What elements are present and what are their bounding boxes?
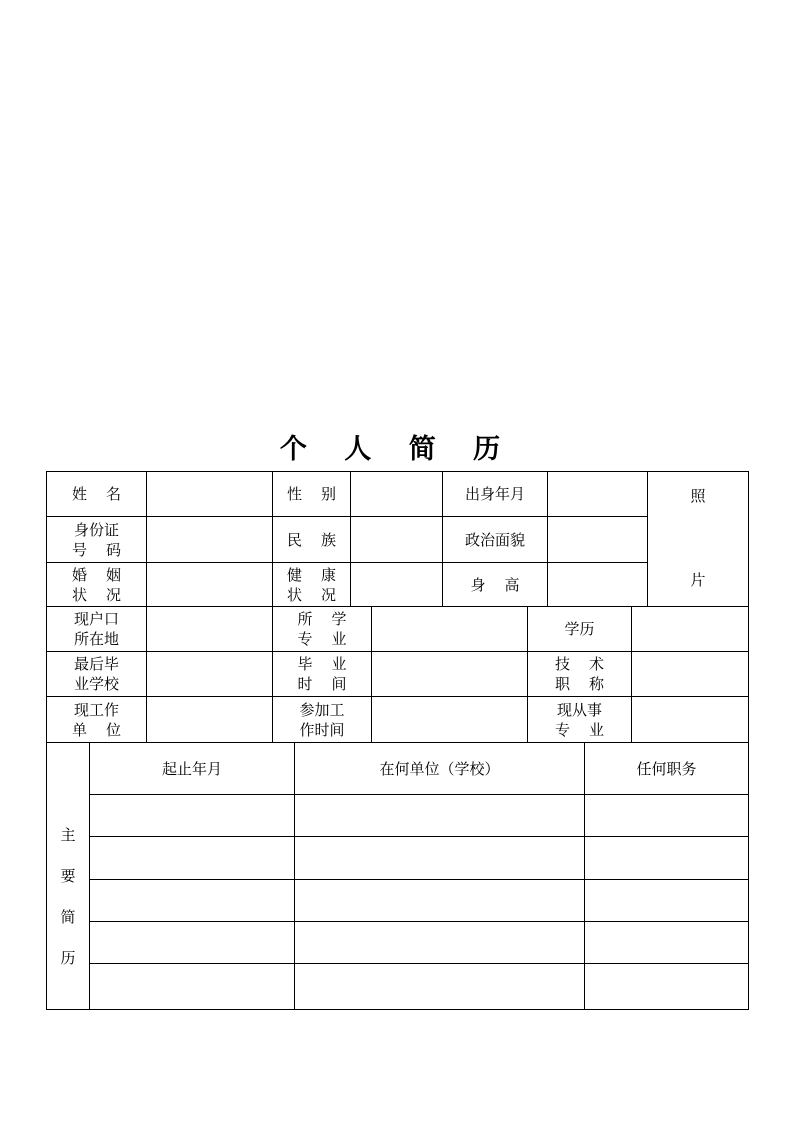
education-label: 学历: [564, 620, 595, 638]
hukou-label: 现户口 所在地: [73, 610, 119, 648]
document-title: 个 人 简 历: [279, 434, 515, 465]
history-position-cell[interactable]: [585, 880, 748, 921]
marital-label: 婚 姻 状 况: [71, 565, 122, 604]
history-side-char: 历: [60, 949, 76, 967]
current-field-field[interactable]: [632, 697, 748, 742]
work-unit-label: 现工作 单 位: [71, 700, 122, 739]
history-position-cell[interactable]: [585, 837, 748, 879]
birth-field[interactable]: [548, 472, 647, 516]
name-field[interactable]: [147, 472, 272, 516]
photo-label-bottom: 片: [690, 571, 706, 589]
work-start-label: 参加工 作时间: [299, 700, 345, 739]
table-border-bottom: [46, 1009, 749, 1010]
history-period-cell[interactable]: [90, 795, 294, 836]
education-field[interactable]: [632, 607, 748, 651]
history-period-cell[interactable]: [90, 880, 294, 921]
major-field[interactable]: [372, 607, 527, 651]
ethnicity-field[interactable]: [351, 517, 442, 562]
health-label: 健 康 状 况: [286, 565, 337, 604]
history-col-period: 起止年月: [161, 759, 222, 778]
history-position-cell[interactable]: [585, 922, 748, 963]
history-period-cell[interactable]: [90, 922, 294, 963]
graduation-field[interactable]: [372, 652, 527, 696]
health-field[interactable]: [351, 563, 442, 606]
graduation-label: 毕 业 时 间: [297, 655, 347, 693]
history-position-cell[interactable]: [585, 795, 748, 836]
gender-field[interactable]: [351, 472, 442, 516]
political-field[interactable]: [548, 517, 647, 562]
major-label: 所 学 专 业: [297, 610, 347, 648]
tech-title-label: 技 术 职 称: [554, 655, 605, 693]
history-unit-cell[interactable]: [295, 795, 584, 836]
name-label: 姓 名: [71, 485, 122, 503]
height-label: 身 高: [470, 575, 520, 594]
tech-title-field[interactable]: [632, 652, 748, 696]
hukou-field[interactable]: [147, 607, 272, 651]
history-side-char: 简: [60, 908, 76, 926]
political-label: 政治面貌: [464, 530, 525, 549]
height-field[interactable]: [548, 563, 647, 606]
history-period-cell[interactable]: [90, 964, 294, 1009]
history-col-unit: 在何单位（学校）: [379, 759, 500, 778]
table-border-right: [748, 471, 749, 1010]
work-unit-field[interactable]: [147, 697, 272, 742]
history-period-cell[interactable]: [90, 837, 294, 879]
school-field[interactable]: [147, 652, 272, 696]
history-unit-cell[interactable]: [295, 964, 584, 1009]
history-unit-cell[interactable]: [295, 922, 584, 963]
history-unit-cell[interactable]: [295, 880, 584, 921]
history-side-char: 要: [60, 867, 76, 885]
id-field[interactable]: [147, 517, 272, 562]
current-field-label: 现从事 专 业: [554, 700, 605, 739]
history-position-cell[interactable]: [585, 964, 748, 1009]
history-col-position: 任何职务: [636, 759, 697, 778]
id-label: 身份证 号 码: [71, 520, 122, 559]
marital-field[interactable]: [147, 563, 272, 606]
photo-label-top: 照: [690, 487, 706, 505]
history-side-char: 主: [60, 826, 76, 844]
birth-label: 出身年月: [464, 485, 525, 503]
work-start-field[interactable]: [372, 697, 527, 742]
history-unit-cell[interactable]: [295, 837, 584, 879]
school-label: 最后毕 业学校: [73, 655, 119, 693]
ethnicity-label: 民 族: [286, 530, 337, 549]
gender-label: 性 别: [286, 485, 337, 503]
